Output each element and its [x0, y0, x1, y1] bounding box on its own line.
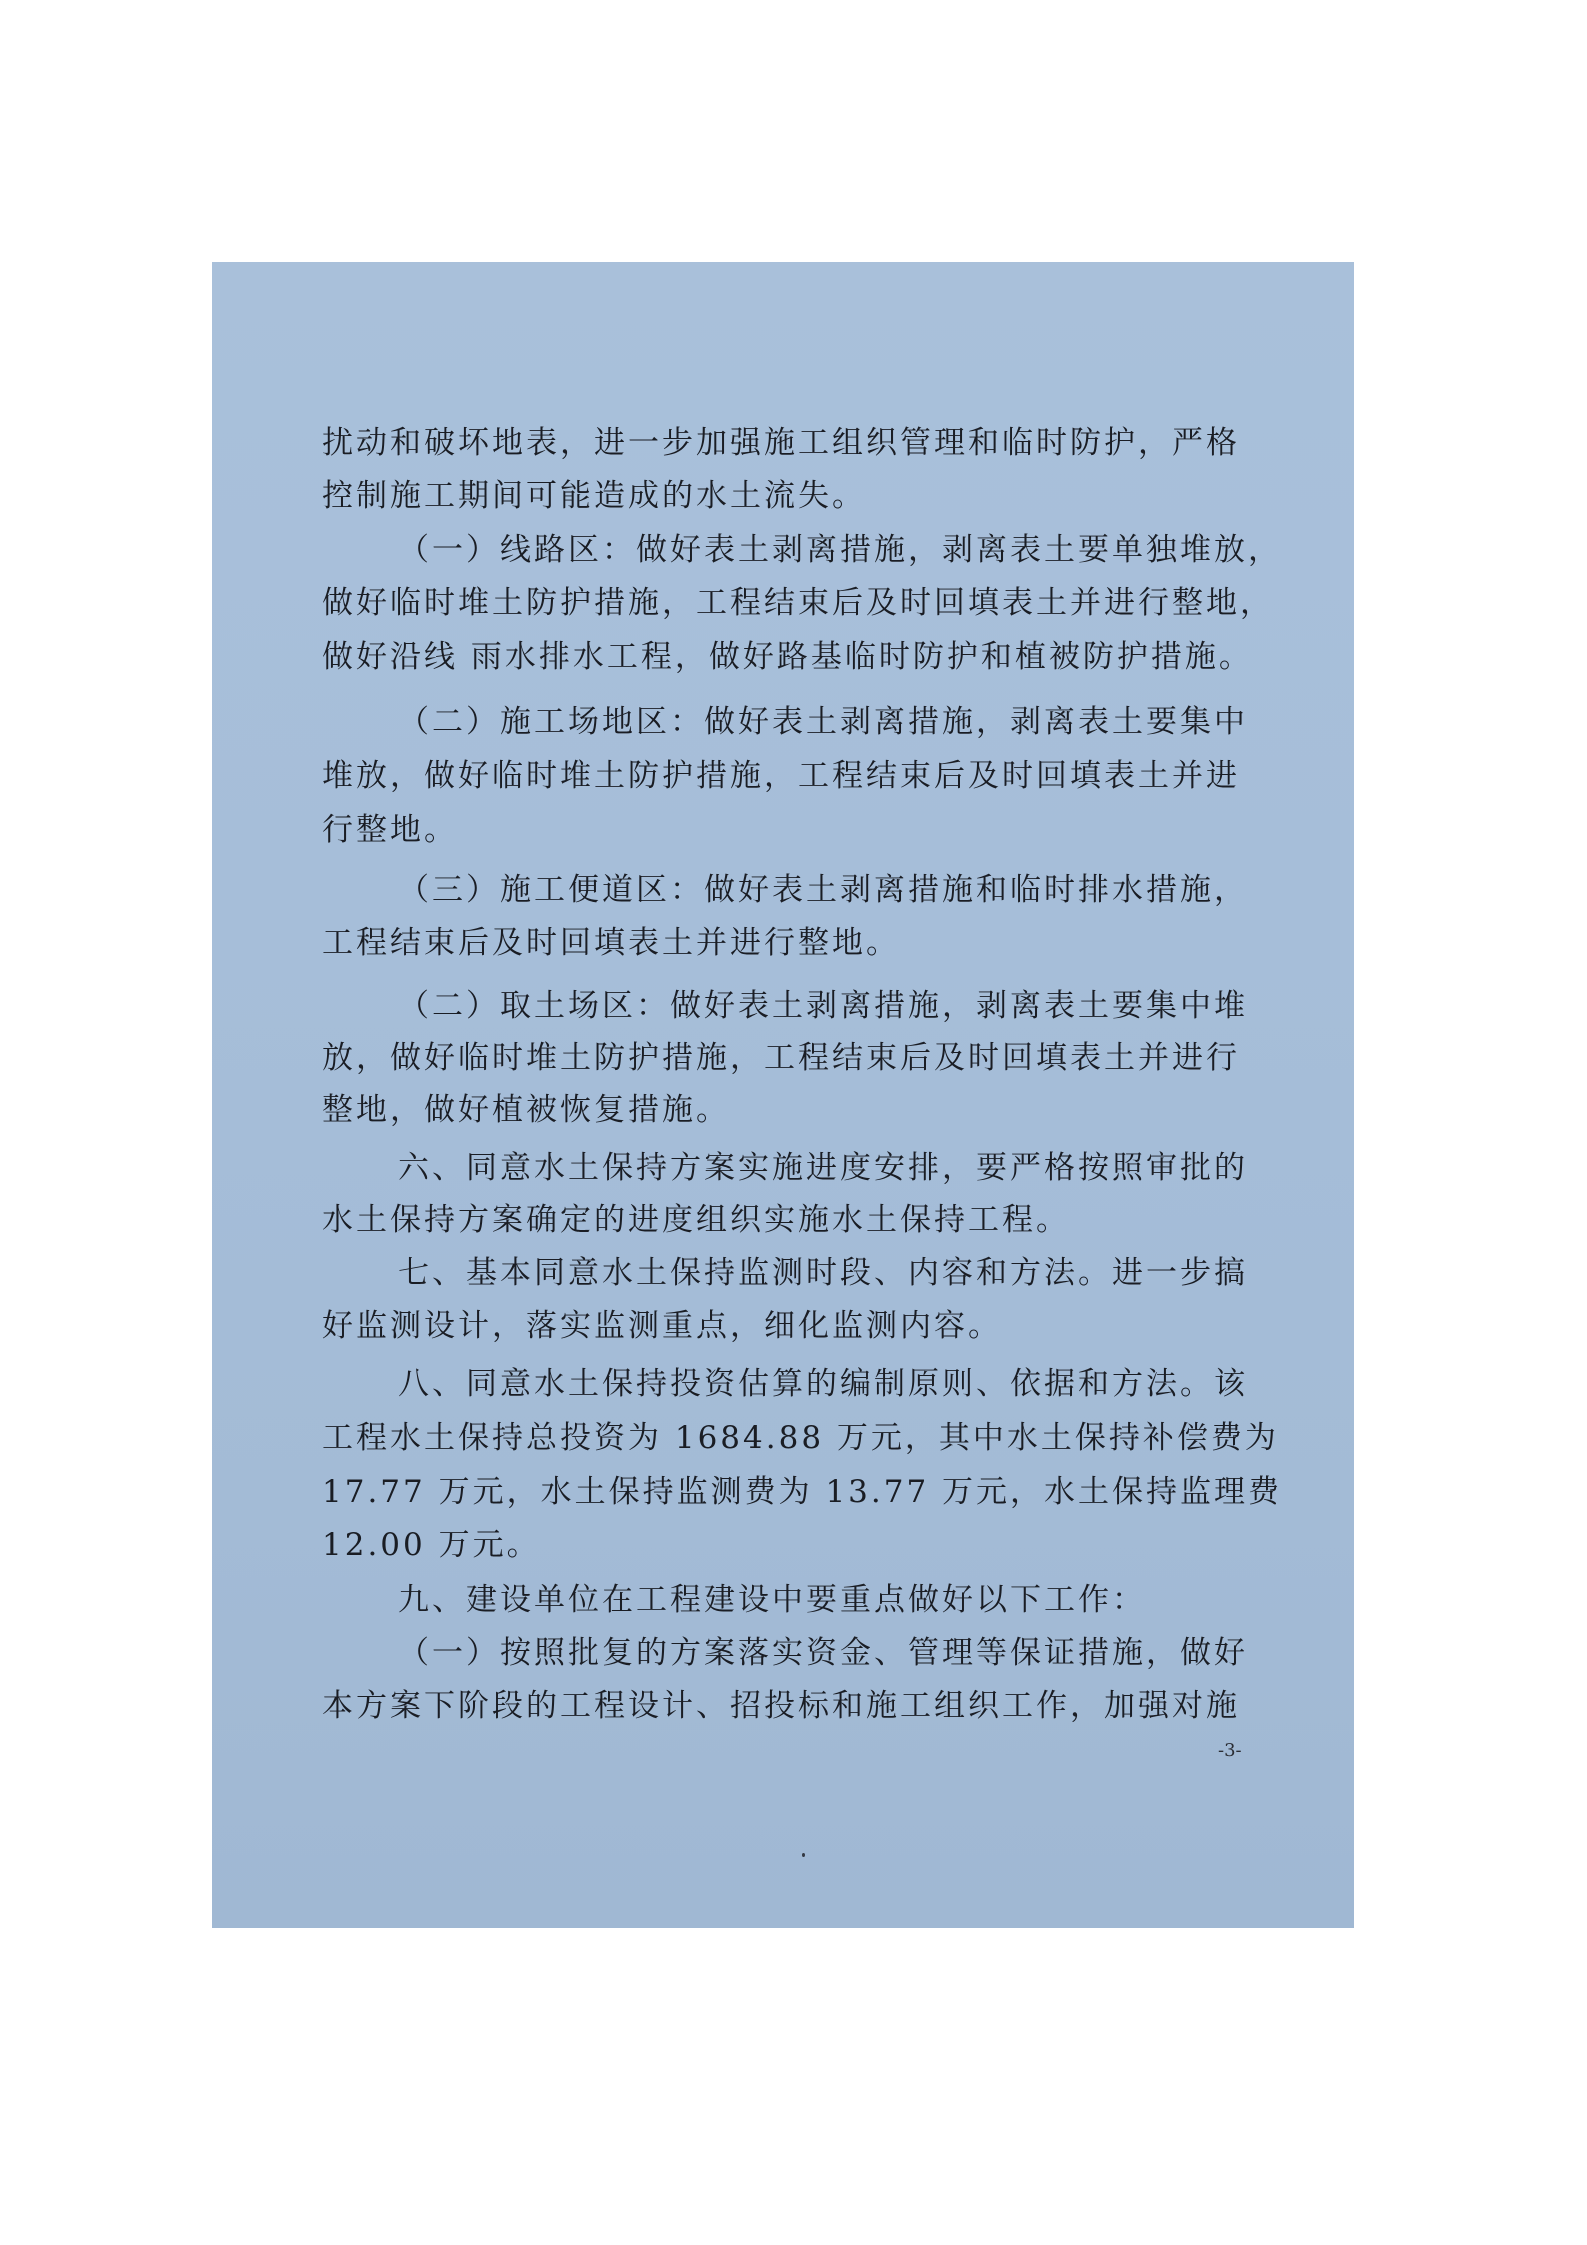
text-line-5: 做好沿线 雨水排水工程，做好路基临时防护和植被防护措施。 — [322, 639, 1253, 675]
text-line-17: 好监测设计，落实监测重点，细化监测内容。 — [322, 1308, 1002, 1344]
text-line-7: 堆放，做好临时堆土防护措施，工程结束后及时回填表土并进 — [322, 758, 1240, 794]
text-line-2: 控制施工期间可能造成的水土流失。 — [322, 478, 866, 514]
text-line-1: 扰动和破坏地表，进一步加强施工组织管理和临时防护，严格 — [322, 425, 1240, 461]
text-line-11: （二）取土场区：做好表土剥离措施，剥离表土要集中堆 — [398, 988, 1248, 1024]
text-line-21: 12.00 万元。 — [322, 1527, 541, 1563]
text-line-14: 六、同意水土保持方案实施进度安排，要严格按照审批的 — [398, 1150, 1248, 1186]
text-line-15: 水土保持方案确定的进度组织实施水土保持工程。 — [322, 1202, 1070, 1238]
text-line-18: 八、同意水土保持投资估算的编制原则、依据和方法。该 — [398, 1366, 1248, 1402]
page-number: -3- — [1218, 1740, 1242, 1761]
text-line-12: 放，做好临时堆土防护措施，工程结束后及时回填表土并进行 — [322, 1040, 1240, 1076]
text-line-19: 工程水土保持总投资为 1684.88 万元，其中水土保持补偿费为 — [322, 1420, 1279, 1456]
text-line-4: 做好临时堆土防护措施，工程结束后及时回填表土并进行整地， — [322, 585, 1274, 621]
text-line-6: （二）施工场地区：做好表土剥离措施，剥离表土要集中 — [398, 704, 1248, 740]
text-line-10: 工程结束后及时回填表土并进行整地。 — [322, 925, 900, 961]
text-line-16: 七、基本同意水土保持监测时段、内容和方法。进一步搞 — [398, 1255, 1248, 1291]
text-line-24: 本方案下阶段的工程设计、招投标和施工组织工作，加强对施 — [322, 1688, 1240, 1724]
text-line-22: 九、建设单位在工程建设中要重点做好以下工作： — [398, 1582, 1146, 1618]
text-line-3: （一）线路区：做好表土剥离措施，剥离表土要单独堆放， — [398, 532, 1282, 568]
text-line-9: （三）施工便道区：做好表土剥离措施和临时排水措施， — [398, 872, 1248, 908]
text-line-8: 行整地。 — [322, 812, 458, 848]
text-line-23: （一）按照批复的方案落实资金、管理等保证措施，做好 — [398, 1635, 1248, 1671]
text-line-20: 17.77 万元，水土保持监测费为 13.77 万元，水土保持监理费 — [322, 1474, 1283, 1510]
speck-mark — [802, 1853, 805, 1857]
text-line-13: 整地，做好植被恢复措施。 — [322, 1092, 730, 1128]
